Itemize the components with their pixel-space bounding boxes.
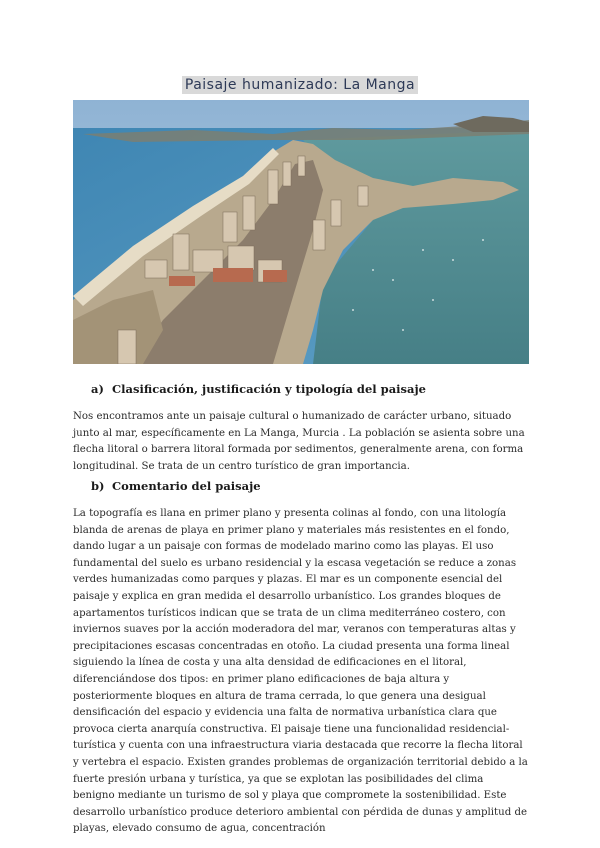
section-a-marker: a): [91, 382, 104, 396]
title-container: [0, 74, 600, 94]
document-title: Paisaje humanizado: La Manga: [182, 76, 418, 94]
section-b-heading: [91, 479, 261, 493]
section-b-text: La topografía es llana en primer plano y presenta colinas al fondo, con una litología blanda de arenas de playa en primer plano y materiales más resistentes en el fondo, dando lugar a un paisaje con formas de modelado marino como las playas. El uso fundamental del suelo es urbano residencial y la escasa vegetación se reduce a zonas verdes humanizadas como parques y plazas. El mar es un componente esencial del paisaje y explica en gran medida el desarrollo urbanístico. Los grandes bloques de apartamentos turísticos indican que se trata de un clima mediterráneo costero, con inviernos suaves por la acción moderadora del mar, veranos con temperaturas altas y precipitaciones escasas concentradas en otoño. La ciudad presenta una forma lineal siguiendo la línea de costa y una alta densidad de edificaciones en el litoral, diferenciándose dos tipos: en primer plano edificaciones de baja altura y posteriormente bloques en altura de trama cerrada, lo que genera una desigual densificación del espacio y evidencia una falta de normativa urbanística clara que provoca cierta anarquía constructiva. El paisaje tiene una funcionalidad residencial-turística y cuenta con una infraestructura viaria destacada que recorre la flecha litoral y vertebra el espacio. Existen grandes problemas de organización territorial debido a la fuerte presión urbana y turística, ya que se explotan las posibilidades del clima benigno mediante un turismo de sol y playa que compromete la sostenibilidad. Este desarrollo urbanístico produce deterioro ambiental con pérdida de dunas y amplitud de playas, elevado consumo de agua, concentración: [73, 508, 528, 835]
section-a-text: Nos encontramos ante un paisaje cultural o humanizado de carácter urbano, situado junto al mar, específicamente en La Manga, Murcia . La población se asienta sobre una flecha litoral o barrera litoral formada por sedimentos, generalmente arena, con forma longitudinal. Se trata de un centro turístico de gran importancia.: [73, 411, 525, 472]
section-a-heading-text: Clasificación, justificación y tipología del paisaje: [112, 382, 426, 396]
section-b-heading-text: Comentario del paisaje: [112, 479, 261, 493]
section-b-marker: b): [91, 479, 105, 493]
section-a-heading: [91, 382, 426, 396]
aerial-photo-illustration: [73, 100, 529, 364]
aerial-photo: [73, 100, 529, 364]
